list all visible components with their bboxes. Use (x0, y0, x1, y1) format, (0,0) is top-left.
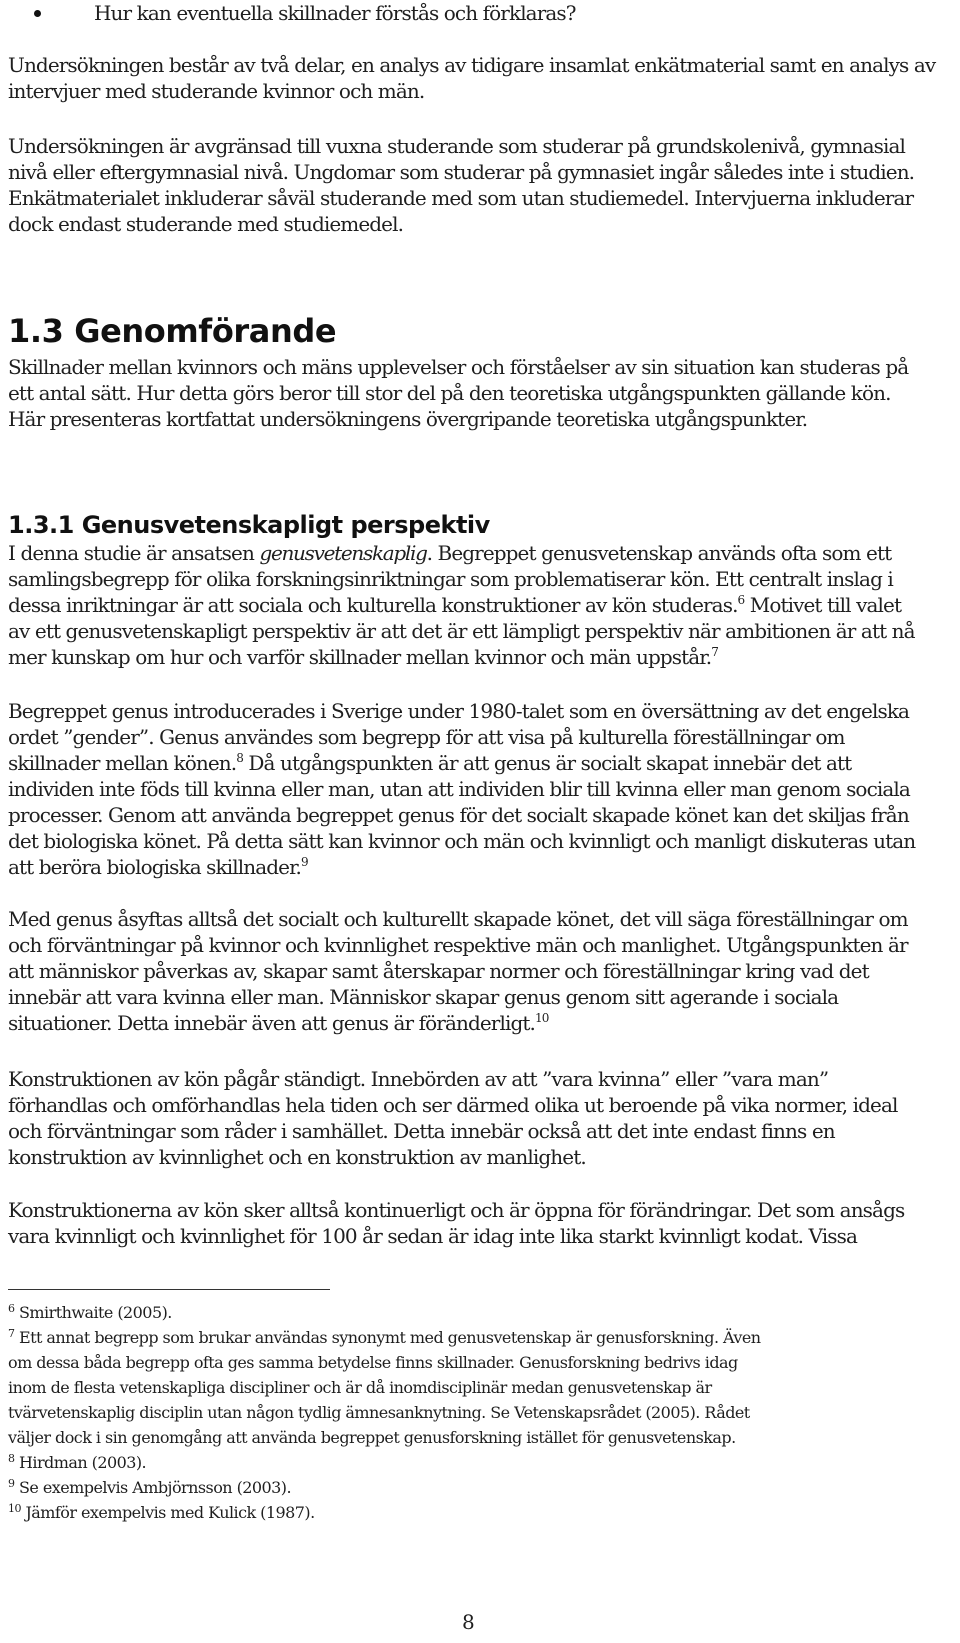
text-line: Här presenteras kortfattat undersökningens övergripande teoretiska utgångspunkter. (8, 407, 808, 431)
footnote-ref-7[interactable]: 7 (711, 645, 718, 659)
text-line: ett antal sätt. Hur detta görs beror till stor del på den teoretiska utgångspunkten gällande kön. (8, 381, 891, 405)
text-span: Då utgångspunkten är att genus är socialt skapat innebär det att (242, 751, 852, 775)
footnote-ref-9[interactable]: 9 (301, 855, 308, 869)
text-line: Undersökningen är avgränsad till vuxna studerande som studerar på grundskolenivå, gymnasial (8, 134, 906, 158)
footnote-number: 7 (8, 1327, 15, 1340)
genus-paragraph-2 (8, 698, 958, 880)
text-line (8, 592, 958, 618)
text-span: skillnader mellan könen. (8, 751, 237, 775)
section-heading-genomforande: 1.3 Genomförande (8, 312, 337, 350)
genus-paragraph-4 (8, 1066, 958, 1170)
text-line: det biologiska könet. På detta sätt kan kvinnor och män och kvinnligt och manligt diskuteras utan (8, 829, 916, 853)
footnote-8 (8, 1450, 958, 1475)
text-line (8, 854, 958, 880)
text-line: individen inte föds till kvinna eller man, utan att individen blir till kvinna eller man genom sociala (8, 777, 910, 801)
text-line: ordet ”gender”. Genus användes som begrepp för att visa på kulturella föreställningar om (8, 725, 845, 749)
footnote-number: 10 (8, 1502, 21, 1515)
genomforande-paragraph (8, 354, 958, 432)
intro-paragraph-2 (8, 133, 958, 237)
genus-paragraph-5 (8, 1197, 958, 1249)
footnote-7-line: inom de flesta vetenskapliga discipliner och är då inomdisciplinär medan genusvetenskap är (8, 1378, 712, 1397)
text-line: Undersökningen består av två delar, en analys av tidigare insamlat enkätmaterial samt en analys av (8, 53, 936, 77)
footnote-number: 8 (8, 1452, 15, 1465)
text-line: Enkätmaterialet inkluderar såväl studerande med som utan studiemedel. Intervjuerna inkluderar (8, 186, 914, 210)
text-line: konstruktion av kvinnlighet och en konstruktion av manlighet. (8, 1145, 586, 1169)
text-line: dock endast studerande med studiemedel. (8, 212, 404, 236)
footnote-ref-10[interactable]: 10 (534, 1011, 549, 1025)
bullet-item: Hur kan eventuella skillnader förstås och förklaras? (94, 1, 576, 25)
genus-paragraph-1 (8, 540, 958, 670)
text-line: Skillnader mellan kvinnors och mäns upplevelser och förståelser av sin situation kan studeras på (8, 355, 909, 379)
text-line: intervjuer med studerande kvinnor och män. (8, 79, 425, 103)
text-span: mer kunskap om hur och varför skillnader mellan kvinnor och män uppstår. (8, 645, 712, 669)
text-span: situationer. Detta innebär även att genus är föränderligt. (8, 1011, 535, 1035)
text-line: vara kvinnligt och kvinnlighet för 100 år sedan är idag inte lika starkt kvinnligt kodat. Vissa (8, 1224, 857, 1248)
footnote-number: 9 (8, 1477, 15, 1490)
italic-term: genusvetenskaplig (259, 541, 427, 565)
text-line: Konstruktionerna av kön sker alltså kontinuerligt och är öppna för förändringar. Det som ansågs (8, 1198, 905, 1222)
genus-paragraph-3 (8, 906, 958, 1036)
footnote-7-line: tvärvetenskaplig disciplin utan någon tydlig ämnesanknytning. Se Vetenskapsrådet (2005). Rådet (8, 1403, 750, 1422)
text-line: att människor påverkas av, skapar samt återskapar normer och föreställningar kring vad det (8, 959, 869, 983)
footnote-7-line: väljer dock i sin genomgång att använda begreppet genusforskning istället för genusvetenskap. (8, 1428, 736, 1447)
footnote-number: 6 (8, 1302, 15, 1315)
footnote-text: Smirthwaite (2005). (14, 1303, 172, 1322)
text-line: nivå eller eftergymnasial nivå. Ungdomar som studerar på gymnasiet ingår således inte i studien. (8, 160, 915, 184)
subsection-heading-genusvetenskapligt: 1.3.1 Genusvetenskapligt perspektiv (8, 511, 490, 539)
footnote-10 (8, 1500, 958, 1525)
footnote-text: Hirdman (2003). (14, 1453, 147, 1472)
text-line (8, 644, 958, 670)
footnote-9 (8, 1475, 958, 1500)
footnote-separator (8, 1289, 330, 1290)
text-line (8, 1010, 958, 1036)
text-line: Begreppet genus introducerades i Sverige under 1980-talet som en översättning av det engelska (8, 699, 910, 723)
page-number: 8 (462, 1610, 475, 1634)
text-line: av ett genusvetenskapligt perspektiv är att det är ett lämpligt perspektiv när ambitionen är att nå (8, 619, 915, 643)
text-line: och förväntningar som råder i samhället. Detta innebär också att det inte endast finns en (8, 1119, 835, 1143)
footnote-ref-8[interactable]: 8 (236, 751, 243, 765)
text-line: Konstruktionen av kön pågår ständigt. Innebörden av att ”vara kvinna” eller ”vara man” (8, 1067, 829, 1091)
footnote-text: Ett annat begrepp som brukar användas synonymt med genusvetenskap är genusforskning. Även (14, 1328, 761, 1347)
footnote-text: Jämför exempelvis med Kulick (1987). (20, 1503, 315, 1522)
text-line: processer. Genom att använda begreppet genus för det socialt skapade könet kan det skiljas från (8, 803, 909, 827)
footnote-text: Se exempelvis Ambjörnsson (2003). (14, 1478, 292, 1497)
text-line (8, 540, 958, 566)
footnote-7 (8, 1325, 958, 1350)
footnote-6 (8, 1300, 958, 1325)
intro-paragraph-1 (8, 52, 958, 104)
footnotes (8, 1300, 958, 1525)
text-span: . Begreppet genusvetenskap används ofta som ett (426, 541, 892, 565)
text-span: I denna studie är ansatsen (8, 541, 260, 565)
text-line: förhandlas och omförhandlas hela tiden och ser därmed olika ut beroende på vika normer, ideal (8, 1093, 898, 1117)
text-line (8, 750, 958, 776)
bullet-icon (34, 10, 41, 17)
text-line: Med genus åsyftas alltså det socialt och kulturellt skapade könet, det vill säga föreställningar om (8, 907, 908, 931)
text-line: och förväntningar på kvinnor och kvinnlighet respektive män och manlighet. Utgångspunkten är (8, 933, 908, 957)
text-line: samlingsbegrepp för olika forskningsinriktningar som problematiserar kön. Ett centralt inslag i (8, 567, 893, 591)
bullet-list (8, 0, 958, 26)
text-line: innebär att vara kvinna eller man. Människor skapar genus genom sitt agerande i sociala (8, 985, 839, 1009)
text-span: att beröra biologiska skillnader. (8, 855, 302, 879)
footnote-ref-6[interactable]: 6 (737, 593, 745, 607)
footnote-7-line: om dessa båda begrepp ofta ges samma betydelse finns skillnader. Genusforskning bedrivs idag (8, 1353, 738, 1372)
text-span: Motivet till valet (744, 593, 902, 617)
text-span: dessa inriktningar är att sociala och kulturella konstruktioner av kön studeras. (8, 593, 738, 617)
